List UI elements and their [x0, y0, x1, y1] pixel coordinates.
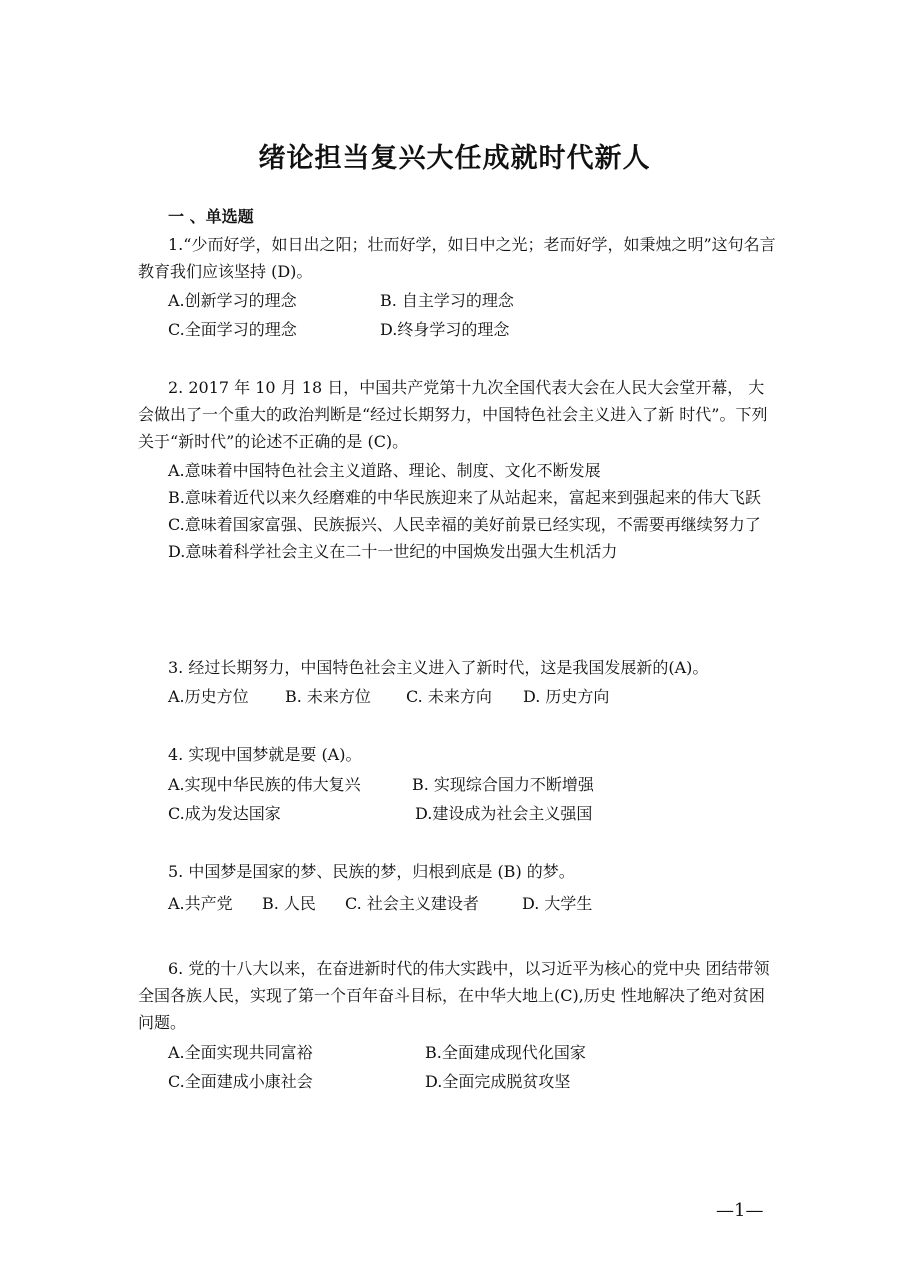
- question-stem: 4. 实现中国梦就是要 (A)。: [168, 745, 362, 764]
- option-c: C. 社会主义建设者: [345, 894, 479, 913]
- option-a: A.共产党: [168, 894, 233, 913]
- page-title: 绪论担当复兴大任成就时代新人: [258, 143, 651, 174]
- question-5: [138, 858, 778, 919]
- option-a: A.全面实现共同富裕: [168, 1043, 313, 1062]
- question-stem: 1.“少而好学，如日出之阳；壮而好学，如日中之光；老而好学，如秉烛之明”这句名言教育我们应该坚持 (D)。: [138, 235, 776, 281]
- option-c: C. 未来方向: [406, 687, 492, 706]
- question-3: [138, 654, 778, 712]
- question-1: [138, 231, 778, 345]
- question-stem: 5. 中国梦是国家的梦、民族的梦，归根到底是 (B) 的梦。: [168, 862, 575, 881]
- option-b: B. 未来方位: [285, 687, 371, 706]
- option-c: C.意味着国家富强、民族振兴、人民幸福的美好前景已经实现，不需要再继续努力了: [168, 515, 761, 534]
- question-4: [138, 741, 778, 829]
- option-d: D.建设成为社会主义强国: [415, 804, 593, 823]
- option-d: D. 大学生: [522, 894, 593, 913]
- option-c: C.全面学习的理念: [168, 320, 297, 339]
- option-c: C.成为发达国家: [168, 804, 281, 823]
- option-d: D.意味着科学社会主义在二十一世纪的中国焕发出强大生机活力: [168, 542, 618, 561]
- question-stem: 3. 经过长期努力，中国特色社会主义进入了新时代，这是我国发展新的(A)。: [168, 658, 709, 677]
- option-b: B. 实现综合国力不断增强: [412, 775, 594, 794]
- option-c: C.全面建成小康社会: [168, 1072, 313, 1091]
- option-d: D.终身学习的理念: [380, 320, 510, 339]
- option-a: A.历史方位: [168, 687, 249, 706]
- option-b: B.意味着近代以来久经磨难的中华民族迎来了从站起来，富起来到强起来的伟大飞跃: [168, 488, 761, 507]
- question-stem: 2. 2017 年 10 月 18 日，中国共产党第十九次全国代表大会在人民大会堂开幕， 大会做出了一个重大的政治判断是“经过长期努力，中国特色社会主义进入了新 时代”。下列关于“新时代”的论述不正确的是 (C)。: [138, 378, 768, 451]
- option-b: B.全面建成现代化国家: [425, 1043, 586, 1062]
- option-a: A.意味着中国特色社会主义道路、理论、制度、文化不断发展: [168, 461, 601, 480]
- page-number: —1—: [716, 1200, 764, 1221]
- section-heading: 一 、单选题: [168, 207, 254, 226]
- option-a: A.创新学习的理念: [168, 291, 297, 310]
- question-2: [138, 374, 778, 565]
- option-d: D. 历史方向: [523, 687, 610, 706]
- option-d: D.全面完成脱贫攻坚: [425, 1072, 571, 1091]
- question-6: [138, 955, 778, 1097]
- question-stem: 6. 党的十八大以来，在奋进新时代的伟大实践中，以习近平为核心的党中央 团结带领全国各族人民，实现了第一个百年奋斗目标，在中华大地上(C),历史 性地解决了绝对贫困问题。: [138, 959, 770, 1032]
- option-b: B. 自主学习的理念: [380, 291, 514, 310]
- option-a: A.实现中华民族的伟大复兴: [168, 775, 361, 794]
- option-b: B. 人民: [262, 894, 316, 913]
